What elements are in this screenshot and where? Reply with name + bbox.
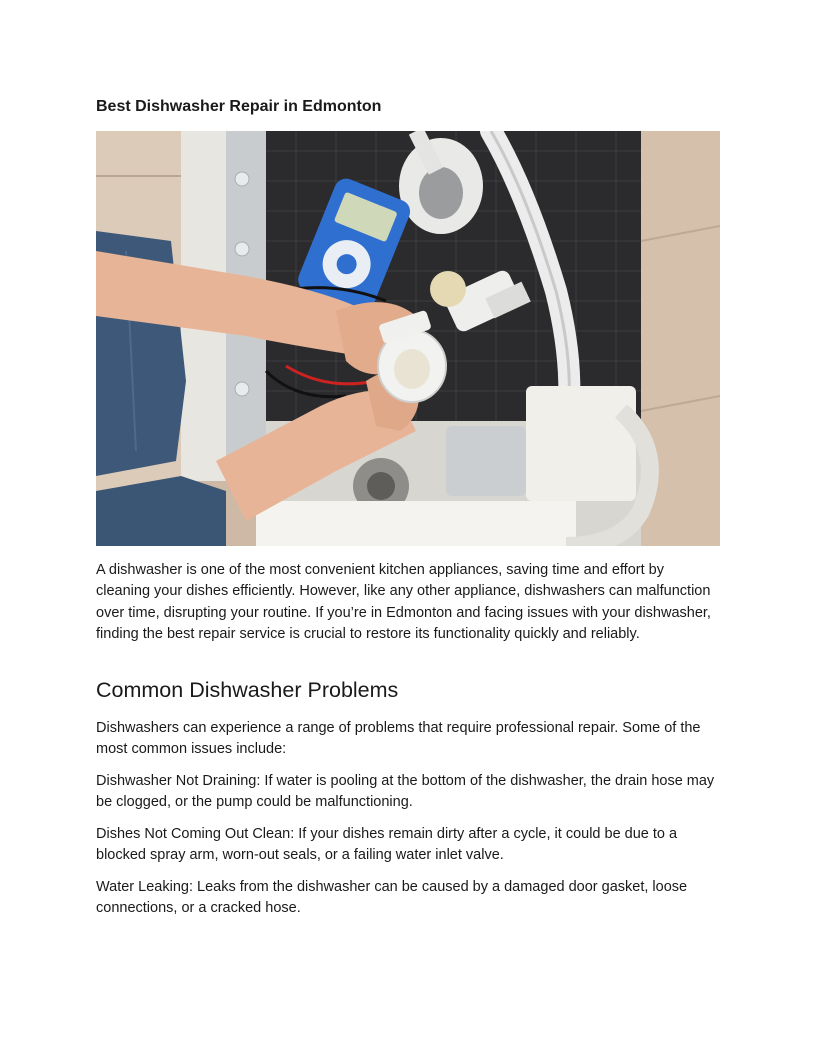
intro-paragraph: A dishwasher is one of the most convenient kitchen appliances, saving time and effort by cleaning your dishes efficiently. However, like any other appliance, dishwashers can malfunction over time, disrupting your routine. If you’re in Edmonton and facing issues with your dishwasher, finding the best repair service is crucial to restore its functionality quickly and reliably. xyxy=(96,562,711,642)
problem-not-clean: Dishes Not Coming Out Clean: If your dishes remain dirty after a cycle, it could be due to a blocked spray arm, worn-out seals, or a failing water inlet valve. xyxy=(96,826,678,864)
section-heading: Common Dishwasher Problems xyxy=(96,678,399,702)
problem-not-draining: Dishwasher Not Draining: If water is pooling at the bottom of the dishwasher, the drain hose may be clogged, or the pump could be malfunctioning. xyxy=(96,773,715,811)
problem-water-leaking: Water Leaking: Leaks from the dishwasher can be caused by a damaged door gasket, loose connections, or a cracked hose. xyxy=(96,879,688,917)
page-title: Best Dishwasher Repair in Edmonton xyxy=(96,98,382,115)
hero-image xyxy=(96,131,720,546)
section-lead-paragraph: Dishwashers can experience a range of problems that require professional repair. Some of the most common issues include: xyxy=(96,720,701,758)
